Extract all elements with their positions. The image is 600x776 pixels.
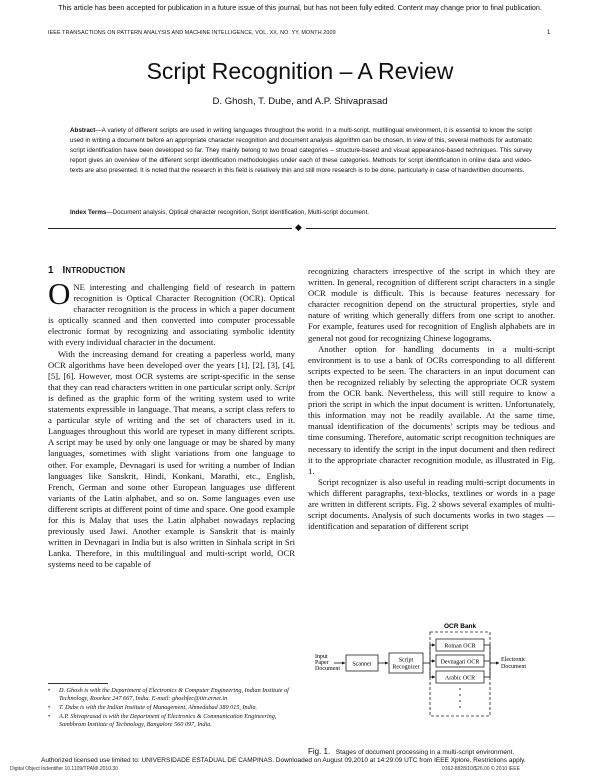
footnote-text: A.P. Shivaprasad is with the Department of Electronics & Communication Engineering, Sambhram Institute of Technology, Bangalore 560 097, India. [59, 713, 277, 728]
bullet-icon: • [48, 703, 51, 711]
intro-paragraph-2-part-b: is defined as the graphic form of the writing system used to write statements expressible in language. That means, a script class refers to a particular style of writing and the set of characters used in it. Languages throughout this world are typeset in many different scripts. A script may be used by only one language or may be shared by many languages, sometimes with slight variations from one language to other. For example, Devnagari is used for writing a number of Indian languages like Sanskrit, Hindi, Konkani, Marathi, etc., English, French, German and some other European languages use different variants of the Latin alphabet, and so on. Some languages even use different scripts at different point of time and space. One good example for this is Malay that uses the Latin alphabet nowadays replacing previously used Jawi. Another example is Sanskrit that is mainly written in Devnagari in India but is also written in Sinhala script in Sri Lanka. Therefore, in this multilingual and multi-script world, OCR systems need to be capable of [48, 392, 295, 570]
acceptance-note: This article has been accepted for publication in a future issue of this journal, but has not been fully edited. Content may change prior to final publication. [58, 3, 542, 12]
script-term: Script [274, 381, 295, 392]
ellipsis-dot [459, 706, 461, 708]
footnote-item [48, 713, 298, 728]
abstract-text: —A variety of different scripts are used in writing languages throughout the world. In a multi-script, multilingual environment, it is essential to know the script used in writing a document before an appropriate character recognition and document analysis algorithm can be chosen. In view of this, several methods for automatic script identification have been developed so far. They mainly belong to two broad categories – structure-based and visual appearance-based techniques. This survey report gives an overview of the different script identification methodologies under each of these categories. Methods for script identification in online data and video-texts are also presented. It is noted that the research in this field is relatively thin and still more research is to be done, particularly in case of handwritten documents. [70, 127, 532, 174]
index-terms-label: Index Terms [70, 209, 107, 216]
ocr-bank-label: OCR Bank [444, 623, 477, 630]
scanner-label: Scanner [352, 661, 372, 668]
separator-rule-right [306, 228, 556, 229]
section-number: 1 [48, 265, 54, 276]
abstract-label: Abstract [70, 127, 96, 134]
right-column [308, 266, 555, 532]
left-column [48, 276, 295, 570]
ellipsis-dot [459, 694, 461, 696]
footnote-item [48, 687, 298, 702]
right-paragraph-2: Another option for handling documents in a multi-script environment is to use a bank of OCRs corresponding to all different scripts expected to be seen. The characters in an input document can then be recognized reliably by selecting the appropriate OCR system from the OCR bank. Nevertheless, this will still require to know a priori the script in which the input document is written. Unfortunately, this information may not be readily available. At the same time, manual identification of the documents’ scripts may be tedious and time consuming. Therefore, automatic script recognition techniques are necessary to identify the script in the input document and then redirect it to the appropriate character recognition module, as illustrated in Fig. 1. [308, 343, 555, 476]
footnote-text: T. Dube is with the Indian Institute of Management, Ahmedabad 380 015, India. [59, 703, 258, 711]
output-label-line2: Document [501, 664, 526, 670]
drop-cap: O [48, 276, 71, 311]
input-label-line3: Document [315, 666, 340, 672]
section-title-rest: NTRODUCTION [65, 266, 126, 275]
page-number: 1 [547, 30, 551, 36]
figure-ocr-pipeline [312, 620, 537, 722]
journal-header: IEEE TRANSACTIONS ON PATTERN ANALYSIS AND MACHINE INTELLIGENCE, VOL. XX, NO. YY, MONTH 2009 [48, 30, 336, 36]
paper-title: Script Recognition – A Review [146, 58, 454, 84]
footnote-rule [48, 683, 108, 684]
input-label-line1: Input [315, 654, 328, 660]
separator-diamond-icon: ◆ [295, 222, 302, 232]
devnagari-ocr-label: Devnagari OCR [440, 659, 480, 666]
output-label-line1: Electronic [501, 657, 526, 663]
right-paragraph-3: Script recognizer is also useful in reading multi-script documents in which different paragraphs, text-blocks, textlines or words in a page are written in different scripts. Fig. 2 shows several examples of multi-script documents. Analysis of such documents works in two stages — identification and separation of different script [308, 476, 555, 532]
bullet-icon: • [48, 687, 51, 694]
intro-paragraph-1-text: NE interesting and challenging field of research in pattern recognition is Optical Character Recognition (OCR). Optical character recognition is the process in which a paper document is optically scanned and then converted into computer processable electronic format by recognizing and associating symbolic identity with every individual character in the document. [48, 282, 295, 348]
abstract [70, 126, 532, 176]
index-terms [70, 209, 532, 216]
author-list: D. Ghosh, T. Dube, and A.P. Shivaprasad [212, 96, 388, 107]
intro-paragraph-2 [48, 349, 295, 571]
input-label-line2: Paper [315, 660, 329, 666]
figure-caption-text: Stages of document processing in a multi-script environment. [335, 749, 515, 756]
intro-paragraph-2-part-a: With the increasing demand for creating a paperless world, many OCR algorithms have been developed over the years [1], [2], [3], [4], [5], [6]. However, most OCR systems are script-specific in the sense that they can read characters written in one particular script only. [48, 348, 295, 392]
issn-line: 0162-8828/10/$26.00 © 2010 IEEE [442, 766, 520, 772]
license-notice: Authorized licensed use limited to: UNIVERSIDADE ESTADUAL DE CAMPINAS. Downloaded on August 09,2010 at 14:29:09 UTC from IEEE Xplore. Restrictions apply. [41, 757, 526, 764]
figure-caption-label: Fig. 1. [308, 747, 331, 756]
doi-line: Digital Object Indentifier 10.1109/TPAMI.2010.30 [10, 766, 118, 772]
ellipsis-dot [459, 688, 461, 690]
ellipsis-dot [459, 700, 461, 702]
right-paragraph-1: recognizing characters irrespective of the script in which they are written. In general, recognition of different script characters in a single OCR module is difficult. This is because features necessary for character recognition depend on the structural properties, style and nature of writing which generally differs from one script to another. For example, features used for recognition of English alphabets are in general not good for recognizing Chinese logograms. [308, 266, 555, 343]
footnote-item [48, 704, 298, 712]
arabic-ocr-label: Arabic OCR [444, 675, 476, 682]
index-terms-text: —Document analysis, Optical character recognition, Script identification, Multi-script document. [106, 209, 369, 216]
section-heading [48, 265, 125, 276]
figure-caption [308, 747, 558, 756]
script-recognizer-label-2: Recognizer [392, 664, 420, 671]
footnotes [48, 687, 298, 730]
script-recognizer-label-1: Script [398, 657, 414, 664]
footnote-text: D. Ghosh is with the Department of Electronics & Computer Engineering, Indian Institute of Technology, Roorkee 247 667, India. E-mail: ghoshfec@iitr.ernet.in [59, 687, 289, 702]
section-title-initial: I [62, 265, 66, 276]
roman-ocr-label: Roman OCR [444, 643, 476, 650]
intro-paragraph-1 [48, 276, 295, 349]
separator-rule-left [48, 228, 292, 229]
bullet-icon: • [48, 713, 51, 721]
